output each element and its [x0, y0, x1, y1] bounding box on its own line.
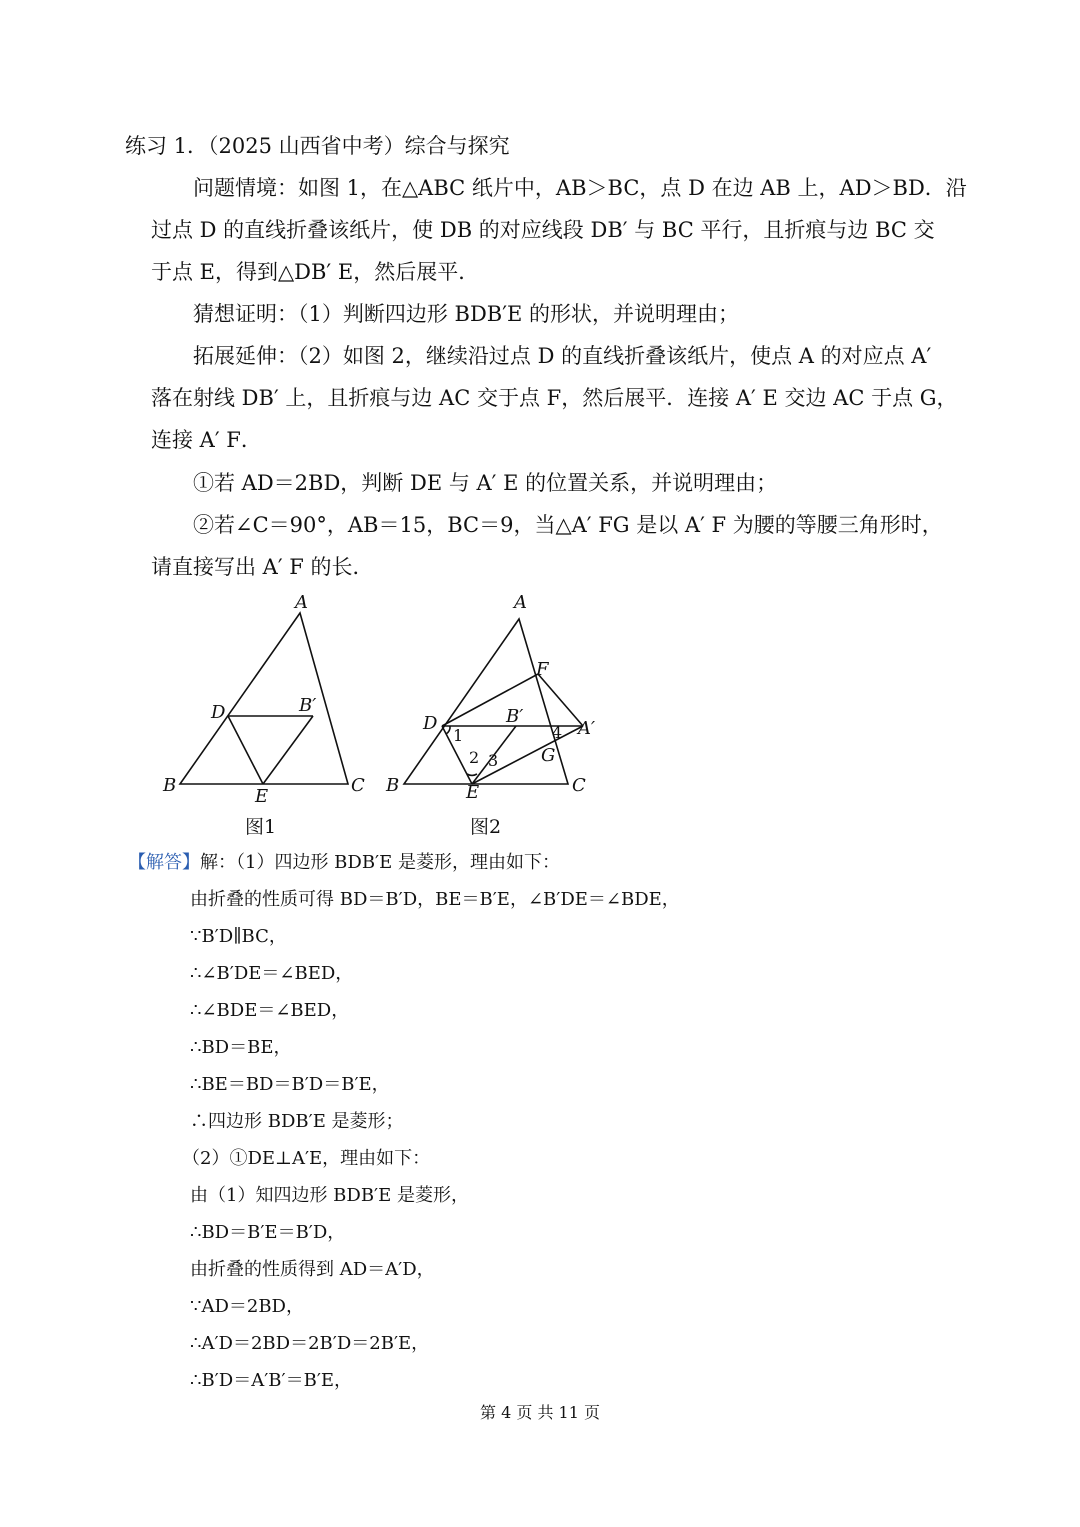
fig2-angle-4: 4 [552, 723, 563, 742]
fig2-angle-arc-1 [446, 726, 450, 734]
fig2-label-bprime: B′ [506, 706, 524, 727]
fig1-triangle-abc [180, 613, 348, 784]
problem-line-7: 连接 A′ F． [151, 428, 262, 452]
problem-line-3: 于点 E，得到△DB′ E，然后展平． [151, 260, 480, 284]
solution-line-3: ∵B′D∥BC， [190, 926, 287, 947]
problem-line-10: 请直接写出 A′ F 的长． [151, 555, 374, 579]
problem-line-2: 过点 D 的直线折叠该纸片，使 DB 的对应线段 DB′ 与 BC 平行，且折痕与边 BC 交 [151, 218, 935, 242]
fig2-angle-1: 1 [453, 726, 464, 745]
fig2-label-b: B [386, 775, 400, 796]
problem-line-8: ①若 AD＝2BD，判断 DE 与 A′ E 的位置关系，并说明理由； [193, 471, 778, 495]
solution-line-2: 由折叠的性质可得 BD＝B′D，BE＝B′E，∠B′DE＝∠BDE， [190, 889, 680, 910]
solution-line-5: ∴∠BDE＝∠BED， [190, 1000, 350, 1021]
solution-line-7: ∴BE＝BD＝B′D＝B′E， [190, 1074, 390, 1095]
solution-line-14: ∴A′D＝2BD＝2B′D＝2B′E， [190, 1333, 430, 1354]
fig2-angle-arc-2 [467, 774, 477, 775]
solution-line-8: ∴四边形 BDB′E 是菱形； [190, 1111, 404, 1132]
figure-1 [155, 588, 385, 808]
fig2-label-aprime: A′ [578, 718, 596, 739]
fig1-label-a: A [295, 592, 308, 613]
problem-line-6: 落在射线 DB′ 上，且折痕与边 AC 交于点 F，然后展平．连接 A′ E 交边 AC 于点 G， [151, 386, 958, 410]
fig2-segment-fa [538, 674, 583, 726]
solution-line-11: ∴BD＝B′E＝B′D， [190, 1222, 346, 1243]
fig1-label-c: C [351, 775, 365, 796]
problem-line-1: 问题情境：如图 1，在△ABC 纸片中，AB＞BC，点 D 在边 AB 上，AD＞BD．沿 [193, 176, 967, 200]
fig2-label-a: A [514, 592, 527, 613]
solution-first-line [128, 848, 560, 874]
fig1-label-b: B [163, 775, 177, 796]
solution-line-15: ∴B′D＝A′B′＝B′E， [190, 1370, 353, 1391]
figure-2 [380, 588, 610, 808]
fig1-segment-de [228, 716, 263, 784]
fig1-label-bprime: B′ [299, 695, 317, 716]
problem-line-9: ②若∠C＝90°，AB＝15，BC＝9，当△A′ FG 是以 A′ F 为腰的等腰三角形时， [193, 513, 943, 537]
solution-line-12: 由折叠的性质得到 AD＝A′D， [190, 1259, 435, 1280]
solution-line-13: ∵AD＝2BD， [190, 1296, 304, 1317]
problem-line-5: 拓展延伸：（2）如图 2，继续沿过点 D 的直线折叠该纸片，使点 A 的对应点 A′ [193, 344, 932, 368]
fig1-caption: 图1 [245, 816, 277, 838]
fig2-label-f: F [536, 659, 549, 680]
solution-line-10: 由（1）知四边形 BDB′E 是菱形， [190, 1185, 470, 1206]
fig1-label-e: E [255, 786, 269, 807]
fig1-label-d: D [211, 702, 226, 723]
fig2-label-g: G [541, 745, 556, 766]
fig2-caption: 图2 [470, 816, 502, 838]
fig2-angle-2: 2 [469, 748, 480, 767]
fig2-segment-df [442, 674, 538, 726]
page-footer: 第 4 页 共 11 页 [480, 1403, 600, 1422]
problem-title: 练习 1．（2025 山西省中考）综合与探究 [125, 134, 510, 158]
solution-line-9: （2）①DE⊥A′E，理由如下： [182, 1148, 431, 1169]
problem-line-4: 猜想证明：（1）判断四边形 BDB′E 的形状，并说明理由； [193, 302, 740, 326]
fig1-segment-be [263, 716, 313, 784]
fig2-label-e: E [466, 782, 480, 803]
fig2-label-d: D [423, 713, 438, 734]
fig2-angle-3: 3 [488, 751, 499, 770]
fig2-label-c: C [572, 775, 586, 796]
solution-line-4: ∴∠B′DE＝∠BED， [190, 963, 354, 984]
solution-tag: 【解答】 [128, 852, 200, 873]
solution-line-1: 解：（1）四边形 BDB′E 是菱形，理由如下： [200, 852, 561, 873]
solution-line-6: ∴BD＝BE， [190, 1037, 292, 1058]
